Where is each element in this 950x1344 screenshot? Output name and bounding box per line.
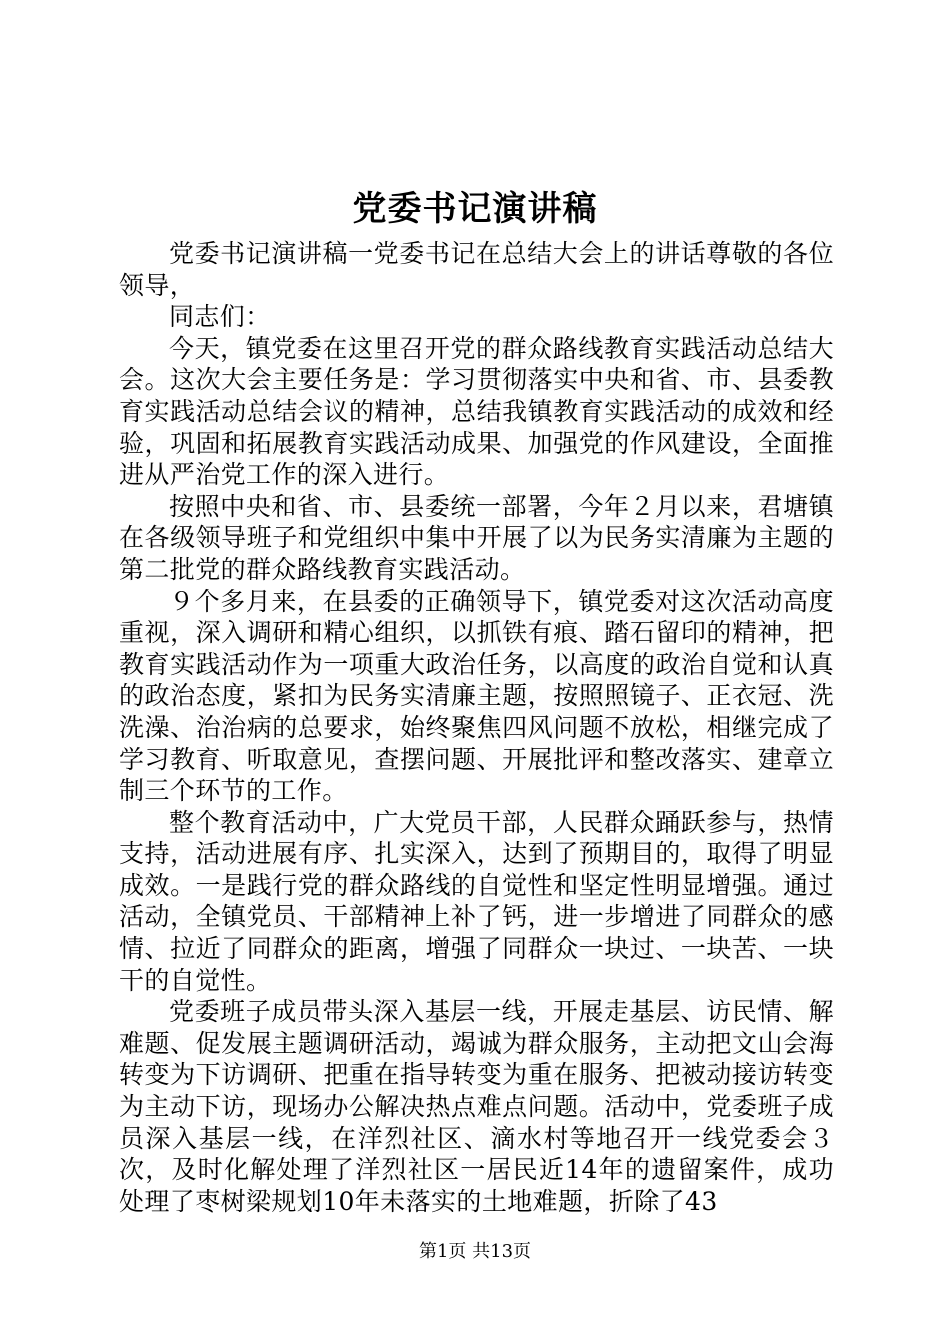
paragraph: 今天，镇党委在这里召开党的群众路线教育实践活动总结大会。这次大会主要任务是：学习贯彻落实中央和省、市、县委教育实践活动总结会议的精神，总结我镇教育实践活动的成效和经验，巩固和拓展教育实践活动成果、加强党的作风建设，全面推进从严治党工作的深入进行。 — [119, 333, 834, 490]
page-number-footer: 第1页 共13页 — [418, 1241, 532, 1262]
document-title: 党委书记演讲稿 — [352, 189, 598, 229]
paragraph: 按照中央和省、市、县委统一部署，今年２月以来，君塘镇在各级领导班子和党组织中集中开展了以为民务实清廉为主题的第二批党的群众路线教育实践活动。 — [119, 491, 834, 584]
paragraph: 整个教育活动中，广大党员干部，人民群众踊跃参与，热情支持，活动进展有序、扎实深入，达到了预期目的，取得了明显成效。一是践行党的群众路线的自觉性和坚定性明显增强。通过活动，全镇党员、干部精神上补了钙，进一步增进了同群众的感情、拉近了同群众的距离，增强了同群众一块过、一块苦、一块干的自觉性。 — [119, 807, 834, 995]
paragraph: 党委班子成员带头深入基层一线，开展走基层、访民情、解难题、促发展主题调研活动，竭诚为群众服务，主动把文山会海转变为下访调研、把重在指导转变为重在服务、把被动接访转变为主动下访，现场办公解决热点难点问题。活动中，党委班子成员深入基层一线，在洋烈社区、滴水村等地召开一线党委会３次，及时化解处理了洋烈社区一居民近14年的遗留案件，成功处理了枣树梁规划10年未落实的土地难题，折除了43 — [119, 997, 834, 1216]
paragraph: ９个多月来，在县委的正确领导下，镇党委对这次活动高度重视，深入调研和精心组织，以抓铁有痕、踏石留印的精神，把教育实践活动作为一项重大政治任务，以高度的政治自觉和认真的政治态度，紧扣为民务实清廉主题，按照照镜子、正衣冠、洗洗澡、治治病的总要求，始终聚焦四风问题不放松，相继完成了学习教育、听取意见，查摆问题、开展批评和整改落实、建章立制三个环节的工作。 — [119, 586, 834, 806]
paragraph: 同志们： — [169, 302, 271, 332]
document-body — [119, 238, 834, 1217]
paragraph: 党委书记演讲稿一党委书记在总结大会上的讲话尊敬的各位领导， — [119, 239, 834, 300]
